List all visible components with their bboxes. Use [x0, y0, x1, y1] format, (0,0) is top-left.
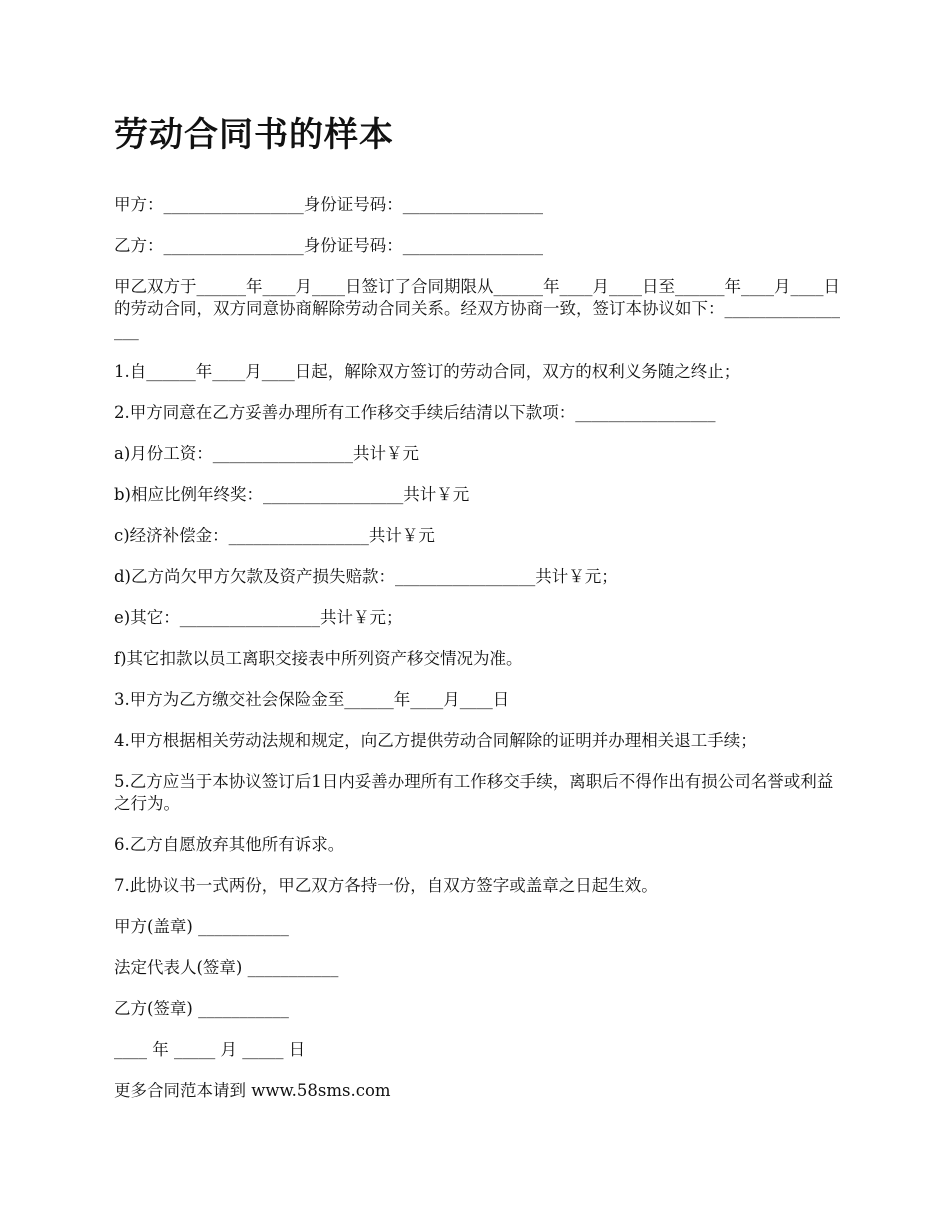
clause-3: 3.甲方为乙方缴交社会保险金至______年____月____日	[114, 690, 510, 709]
legal-rep-signature-line: 法定代表人(签章) ___________	[114, 958, 339, 977]
date-line: ____ 年 _____ 月 _____ 日	[114, 1040, 306, 1059]
clause-2b: b)相应比例年终奖：_________________共计￥元	[114, 485, 470, 504]
clause-2f: f)其它扣款以员工离职交接表中所列资产移交情况为准。	[114, 649, 523, 668]
clause-2c: c)经济补偿金：_________________共计￥元	[114, 526, 435, 545]
party-b-signature-line: 乙方(签章) ___________	[114, 999, 289, 1018]
document-page	[114, 112, 844, 1121]
intro-paragraph: 甲乙双方于______年____月____日签订了合同期限从______年____月____日至______年____月____日的劳动合同，双方同意协商解除劳动合同关系。经双方协商一致，签订本协议如下：_________________	[114, 277, 840, 340]
document-title: 劳动合同书的样本	[114, 115, 394, 155]
clause-2: 2.甲方同意在乙方妥善办理所有工作移交手续后结清以下款项：_________________	[114, 403, 716, 422]
clause-7: 7.此协议书一式两份，甲乙双方各持一份，自双方签字或盖章之日起生效。	[114, 876, 658, 895]
clause-2a: a)月份工资：_________________共计￥元	[114, 444, 420, 463]
party-b-line: 乙方：_________________身份证号码：_________________	[114, 236, 543, 255]
footer-source-line: 更多合同范本请到 www.58sms.com	[114, 1081, 391, 1100]
clause-2d: d)乙方尚欠甲方欠款及资产损失赔款：_________________共计￥元；	[114, 567, 618, 586]
party-a-line: 甲方：_________________身份证号码：_________________	[114, 195, 543, 214]
clause-4: 4.甲方根据相关劳动法规和规定，向乙方提供劳动合同解除的证明并办理相关退工手续；	[114, 731, 757, 750]
clause-5: 5.乙方应当于本协议签订后1日内妥善办理所有工作移交手续，离职后不得作出有损公司名誉或利益之行为。	[114, 772, 834, 813]
party-a-seal-line: 甲方(盖章) ___________	[114, 917, 289, 936]
clause-2e: e)其它：_________________共计￥元；	[114, 608, 403, 627]
clause-6: 6.乙方自愿放弃其他所有诉求。	[114, 835, 345, 854]
clause-1: 1.自______年____月____日起，解除双方签订的劳动合同，双方的权利义务随之终止；	[114, 362, 741, 381]
